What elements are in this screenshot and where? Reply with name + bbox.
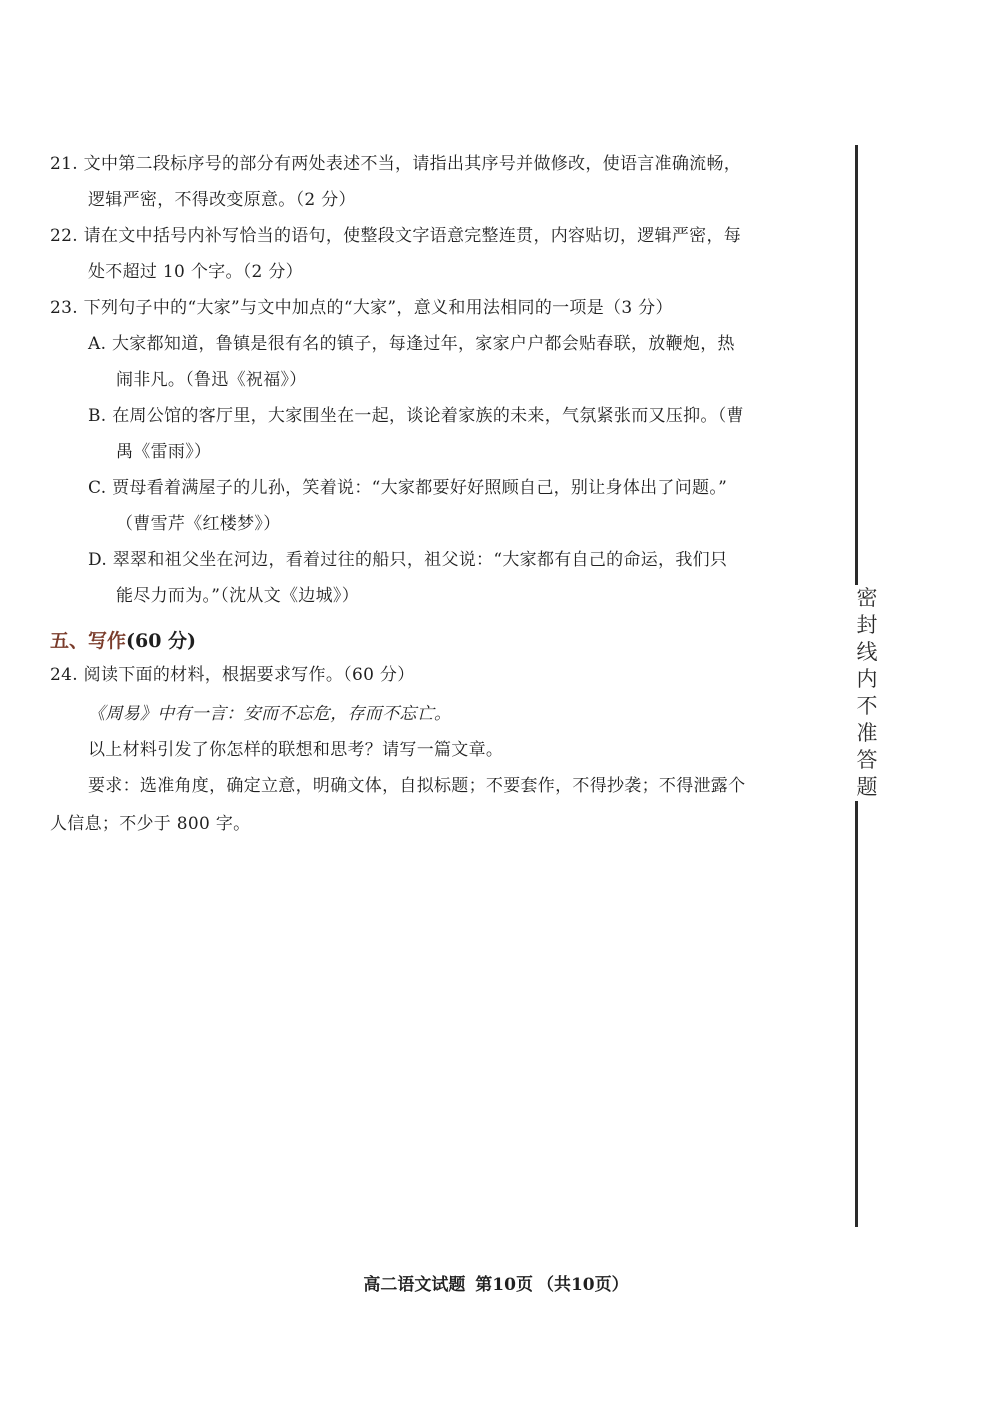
footer-total: （共10页）: [536, 1275, 629, 1295]
option-c-cont: [116, 512, 281, 536]
option-letter: B.: [88, 406, 107, 426]
writing-requirements-cont: [50, 812, 250, 836]
option-d-cont: [116, 584, 359, 608]
option-a-cont: [116, 368, 307, 392]
question-24: [50, 663, 415, 687]
writing-requirements: [88, 774, 745, 798]
section-score: (60 分): [126, 630, 197, 652]
option-text: （曹雪芹《红楼梦》）: [116, 514, 281, 534]
question-text: 下列句子中的“大家”与文中加点的“大家”，意义和用法相同的一项是（3 分）: [83, 298, 673, 318]
prompt-text: 以上材料引发了你怎样的联想和思考？请写一篇文章。: [88, 740, 504, 760]
section-heading: [50, 626, 196, 653]
option-d: [88, 548, 727, 572]
option-text: 在周公馆的客厅里，大家围坐在一起，谈论着家族的未来，气氛紧张而又压抑。（曹: [112, 406, 744, 426]
section-label: 五、写作: [50, 630, 127, 652]
option-text: 贾母看着满屋子的儿孙，笑着说：“大家都要好好照顾自己，别让身体出了问题。”: [112, 478, 728, 498]
question-text: 文中第二段标序号的部分有两处表述不当，请指出其序号并做修改，使语言准确流畅，: [83, 154, 742, 174]
question-number: 23.: [50, 298, 78, 318]
material-text: 《周易》中有一言：安而不忘危，存而不忘亡。: [88, 704, 452, 724]
option-text: 大家都知道，鲁镇是很有名的镇子，每逢过年，家家户户都会贴春联，放鞭炮，热: [112, 334, 735, 354]
footer-page: 第10页: [475, 1275, 533, 1295]
option-text: 闹非凡。（鲁迅《祝福》）: [116, 370, 307, 390]
material-quote: [88, 702, 451, 726]
question-text: 处不超过 10 个字。（2 分）: [88, 262, 303, 282]
question-22-cont: [88, 260, 303, 284]
question-text: 逻辑严密，不得改变原意。（2 分）: [88, 190, 356, 210]
question-21: [50, 152, 741, 176]
option-b-cont: [116, 440, 211, 464]
writing-prompt: [88, 738, 503, 762]
question-22: [50, 224, 741, 248]
option-a: [88, 332, 735, 356]
question-21-cont: [88, 188, 356, 212]
question-23: [50, 296, 673, 320]
page-footer: [0, 1270, 992, 1295]
requirements-text: 人信息；不少于 800 字。: [50, 814, 251, 834]
question-text: 请在文中括号内补写恰当的语句，使整段文字语意完整连贯，内容贴切，逻辑严密，每: [83, 226, 742, 246]
option-letter: D.: [88, 550, 108, 570]
option-letter: C.: [88, 478, 107, 498]
question-number: 24.: [50, 665, 78, 685]
option-text: 能尽力而为。”（沈从文《边城》）: [116, 586, 359, 606]
footer-subject: 高二语文试题: [363, 1275, 466, 1295]
option-b: [88, 404, 744, 428]
question-number: 21.: [50, 154, 78, 174]
option-text: 禺《雷雨》）: [116, 442, 212, 462]
option-text: 翠翠和祖父坐在河边，看着过往的船只，祖父说：“大家都有自己的命运，我们只: [112, 550, 728, 570]
question-number: 22.: [50, 226, 78, 246]
option-c: [88, 476, 727, 500]
question-text: 阅读下面的材料，根据要求写作。（60 分）: [83, 665, 415, 685]
option-letter: A.: [88, 334, 107, 354]
seal-notice: 密封线内不准答题: [853, 585, 881, 801]
requirements-text: 要求：选准角度，确定立意，明确文体，自拟标题；不要套作，不得抄袭；不得泄露个: [88, 776, 746, 796]
